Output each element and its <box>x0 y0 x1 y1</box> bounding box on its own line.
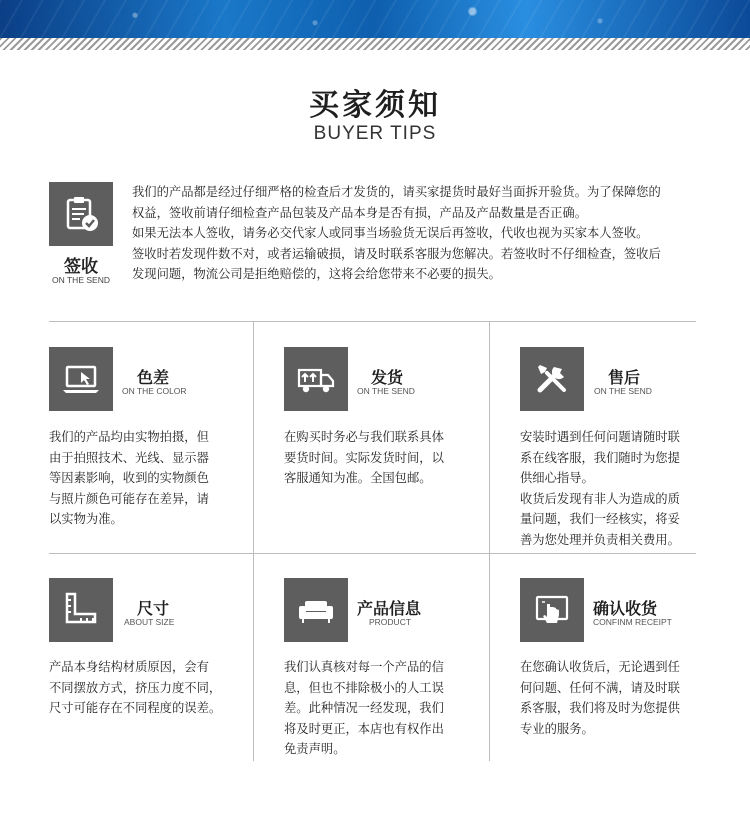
receipt-line: 何问题、任何不满，请及时联 <box>520 680 680 695</box>
product-description <box>284 657 484 760</box>
shipping-title: 发货 <box>371 368 404 387</box>
sign-line: 我们的产品都是经过仔细严格的检查后才发货的，请买家提货时最好当面拆开验货。为了保障您的 <box>132 185 661 199</box>
sign-icon-box <box>49 182 113 246</box>
receipt-line: 专业的服务。 <box>520 721 594 736</box>
size-line: 尺寸可能存在不同程度的误差。 <box>49 701 222 715</box>
size-subtitle: ABOUT SIZE <box>124 617 175 627</box>
size-description <box>49 657 249 719</box>
laptop-cursor-icon <box>59 357 103 401</box>
size-line: 不同摆放方式，挤压力度不同， <box>49 680 222 695</box>
top-banner <box>0 0 750 38</box>
shipping-line: 客服通知为准。全国包邮。 <box>284 471 432 485</box>
aftersale-line: 系在线客服，我们随时为您提 <box>520 450 680 465</box>
color-line: 由于拍照技术、光线、显示器 <box>49 450 209 465</box>
sign-line: 如果无法本人签收，请务必交代家人或同事当场验货无误后再签收，代收也视为买家本人签收。 <box>132 226 649 240</box>
size-line: 产品本身结构材质原因，会有 <box>49 660 209 674</box>
receipt-description <box>520 657 720 739</box>
color-line: 我们的产品均由实物拍摄，但 <box>49 430 209 444</box>
hatch-divider <box>0 38 750 50</box>
size-icon-box <box>49 578 113 642</box>
sign-subtitle: ON THE SEND <box>52 275 110 285</box>
aftersale-line: 安装时遇到任何问题请随时联 <box>520 430 680 444</box>
delivery-truck-icon <box>294 357 338 401</box>
tools-icon <box>530 357 574 401</box>
sign-line: 权益，签收前请仔细检查产品包装及产品本身是否有损，产品及产品数量是否正确。 <box>132 205 587 220</box>
product-line: 将及时更正，本店也有权作出 <box>284 721 444 736</box>
sign-description <box>132 182 697 285</box>
aftersale-description <box>520 427 720 550</box>
grid-line-top <box>49 321 696 322</box>
size-title: 尺寸 <box>137 599 170 618</box>
product-line: 息，但也不排除极小的人工误 <box>284 680 444 695</box>
receipt-subtitle: CONFINM RECEIPT <box>593 617 672 627</box>
sign-title: 签收 <box>64 257 98 277</box>
product-line: 我们认真核对每一个产品的信 <box>284 660 444 674</box>
shipping-subtitle: ON THE SEND <box>357 386 415 396</box>
product-icon-box <box>284 578 348 642</box>
aftersale-title: 售后 <box>608 368 641 387</box>
shipping-description <box>284 427 484 489</box>
hand-touch-screen-icon <box>530 588 574 632</box>
receipt-title: 确认收货 <box>593 599 658 618</box>
ruler-icon <box>59 588 103 632</box>
sign-line: 签收时若发现件数不对，或者运输破损，请及时联系客服为您解决。若签收时不仔细检查，签收后 <box>132 246 661 261</box>
aftersale-line: 量问题，我们一经核实，将妥 <box>520 512 680 526</box>
aftersale-icon-box <box>520 347 584 411</box>
page-subtitle: BUYER TIPS <box>313 123 437 144</box>
shipping-line: 要货时间。实际发货时间，以 <box>284 450 444 465</box>
product-title: 产品信息 <box>357 599 422 618</box>
sign-line: 发现问题，物流公司是拒绝赔偿的，这将会给您带来不必要的损失。 <box>132 267 501 281</box>
clipboard-check-icon <box>59 192 103 236</box>
grid-line-middle <box>49 553 696 554</box>
color-description <box>49 427 244 530</box>
page-title: 买家须知 <box>309 88 441 123</box>
shipping-line: 在购买时务必与我们联系具体 <box>284 430 444 444</box>
color-line: 以实物为准。 <box>49 512 123 526</box>
aftersale-line: 收货后发现有非人为造成的质 <box>520 491 680 506</box>
receipt-line: 系客服，我们将及时为您提供 <box>520 701 680 715</box>
receipt-line: 在您确认收货后，无论遇到任 <box>520 660 680 674</box>
aftersale-line: 供细心指导。 <box>520 471 594 485</box>
aftersale-line: 善为您处理并负责相关费用。 <box>520 532 680 547</box>
color-subtitle: ON THE COLOR <box>122 386 187 396</box>
sofa-icon <box>294 588 338 632</box>
grid-line-left <box>253 321 254 761</box>
product-line: 免责声明。 <box>284 742 346 756</box>
grid-line-right <box>489 321 490 761</box>
product-subtitle: PRODUCT <box>369 617 412 627</box>
product-line: 差。此种情况一经发现，我们 <box>284 701 444 715</box>
color-icon-box <box>49 347 113 411</box>
color-title: 色差 <box>137 368 170 387</box>
shipping-icon-box <box>284 347 348 411</box>
receipt-icon-box <box>520 578 584 642</box>
color-line: 等因素影响，收到的实物颜色 <box>49 471 209 485</box>
color-line: 与照片颜色可能存在差异，请 <box>49 491 209 506</box>
aftersale-subtitle: ON THE SEND <box>594 386 652 396</box>
